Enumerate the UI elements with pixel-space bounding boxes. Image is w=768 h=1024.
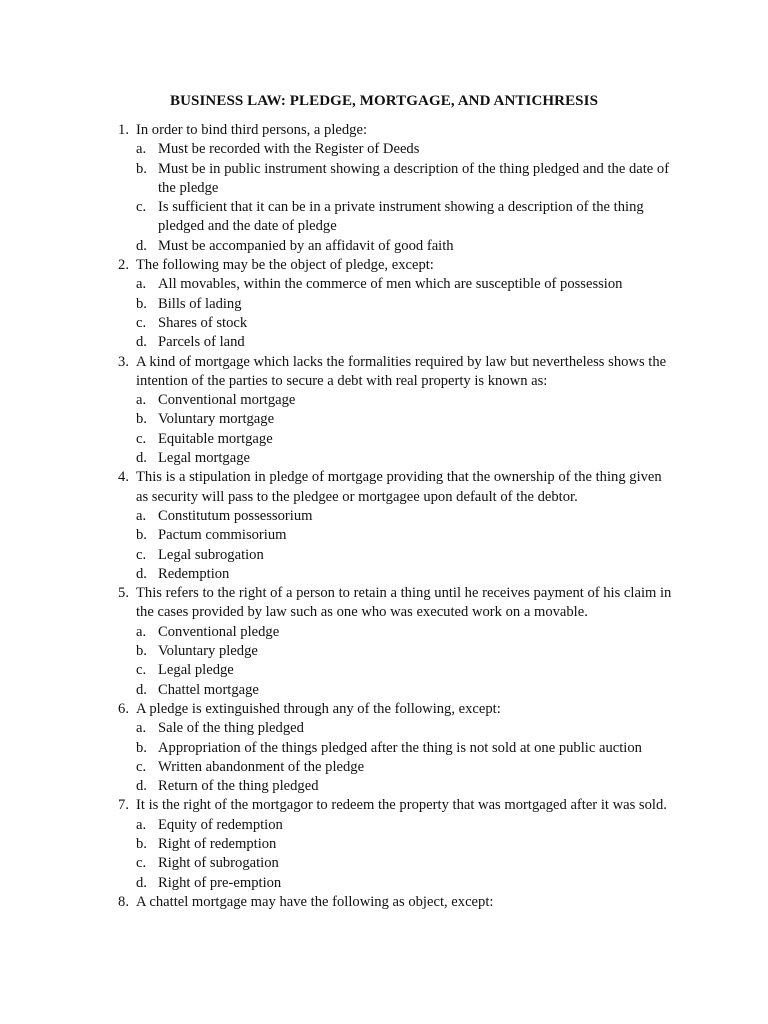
option-text: Parcels of land (158, 334, 245, 351)
question-number: 4. (118, 469, 129, 486)
question-text: In order to bind third persons, a pledge: (136, 122, 368, 138)
option-letter: b. (136, 527, 147, 544)
option-letter: c. (136, 546, 147, 563)
answer-option (0, 565, 768, 584)
option-text: Must be in public instrument showing a description of the thing pledged and the date of the pledge (158, 160, 670, 196)
option-letter: a. (136, 141, 147, 158)
option-letter: b. (136, 295, 147, 312)
option-text: Right of pre-emption (158, 874, 282, 891)
option-text: Redemption (158, 565, 230, 582)
answer-option (0, 295, 768, 314)
option-text: All movables, within the commerce of men which are susceptible of possession (158, 276, 623, 293)
option-text: Must be recorded with the Register of Deeds (158, 141, 420, 158)
option-letter: a. (136, 816, 147, 833)
question-number: 2. (118, 257, 129, 274)
answer-option (0, 198, 768, 237)
answer-option (0, 835, 768, 854)
option-letter: a. (136, 623, 147, 640)
option-letter: a. (136, 720, 147, 737)
option-letter: b. (136, 643, 147, 660)
option-letter: d. (136, 237, 147, 254)
option-letter: d. (136, 874, 147, 891)
question-number: 5. (118, 585, 129, 602)
answer-option (0, 410, 768, 429)
question-item (0, 353, 768, 392)
answer-option (0, 333, 768, 352)
question-item (0, 796, 768, 815)
option-letter: c. (136, 199, 147, 216)
option-letter: d. (136, 565, 147, 582)
option-letter: c. (136, 855, 147, 872)
answer-option (0, 854, 768, 873)
option-letter: b. (136, 739, 147, 756)
option-text: Shares of stock (158, 314, 248, 331)
option-text: Legal mortgage (158, 450, 250, 467)
question-text: A kind of mortgage which lacks the formalities required by law but nevertheless shows the intention of the parties to secure a debt with real property is known as: (136, 353, 667, 389)
option-text: Voluntary pledge (158, 643, 258, 660)
question-text: A pledge is extinguished through any of the following, except: (136, 700, 501, 717)
question-item (0, 468, 768, 507)
option-letter: a. (136, 276, 147, 293)
option-letter: b. (136, 160, 147, 177)
option-letter: a. (136, 507, 147, 524)
question-text: This refers to the right of a person to retain a thing until he receives payment of his claim in the cases provided by law such as one who was executed work on a movable. (136, 585, 672, 621)
question-item (0, 121, 768, 140)
answer-option (0, 449, 768, 468)
document-title: BUSINESS LAW: PLEDGE, MORTGAGE, AND ANTICHRESIS (169, 93, 599, 109)
answer-option (0, 546, 768, 565)
question-text: A chattel mortgage may have the following as object, except: (136, 893, 494, 910)
option-text: Right of subrogation (158, 855, 279, 872)
option-text: Right of redemption (158, 835, 277, 852)
answer-option (0, 739, 768, 758)
option-text: Voluntary mortgage (158, 411, 275, 428)
option-text: Conventional pledge (158, 623, 280, 640)
answer-option (0, 507, 768, 526)
answer-option (0, 275, 768, 294)
option-letter: d. (136, 450, 147, 467)
option-letter: c. (136, 758, 147, 775)
option-text: Legal pledge (158, 662, 234, 679)
question-text: It is the right of the mortgagor to redeem the property that was mortgaged after it was sold. (136, 797, 667, 814)
option-text: Equity of redemption (158, 816, 283, 833)
question-item (0, 700, 768, 719)
option-letter: b. (136, 835, 147, 852)
option-text: Constitutum possessorium (158, 507, 313, 524)
option-text: Is sufficient that it can be in a private instrument showing a description of the thing pledged and the date of pledge (158, 199, 644, 235)
answer-option (0, 642, 768, 661)
question-text: The following may be the object of pledge, except: (136, 257, 434, 274)
answer-option (0, 430, 768, 449)
option-letter: d. (136, 334, 147, 351)
option-text: Bills of lading (158, 295, 242, 312)
option-text: Chattel mortgage (158, 681, 259, 698)
option-text: Return of the thing pledged (158, 778, 319, 795)
answer-option (0, 391, 768, 410)
question-number: 7. (118, 797, 129, 814)
question-item (0, 256, 768, 275)
question-list (0, 121, 768, 912)
answer-option (0, 874, 768, 893)
answer-option (0, 140, 768, 159)
answer-option (0, 160, 768, 199)
answer-option (0, 237, 768, 256)
option-text: Written abandonment of the pledge (158, 758, 365, 775)
answer-option (0, 758, 768, 777)
answer-option (0, 777, 768, 796)
answer-option (0, 526, 768, 545)
option-letter: b. (136, 411, 147, 428)
answer-option (0, 681, 768, 700)
question-number: 3. (118, 353, 129, 370)
option-text: Pactum commisorium (158, 527, 287, 544)
question-item (0, 893, 768, 912)
question-item (0, 584, 768, 623)
option-text: Must be accompanied by an affidavit of good faith (158, 237, 454, 254)
option-letter: c. (136, 314, 147, 331)
option-letter: c. (136, 430, 147, 447)
option-text: Sale of the thing pledged (158, 720, 304, 737)
option-text: Appropriation of the things pledged after the thing is not sold at one public auction (158, 739, 642, 756)
question-number: 8. (118, 893, 129, 910)
answer-option (0, 816, 768, 835)
option-text: Legal subrogation (158, 546, 264, 563)
option-letter: c. (136, 662, 147, 679)
option-letter: d. (136, 778, 147, 795)
question-number: 1. (118, 122, 129, 138)
answer-option (0, 314, 768, 333)
option-letter: d. (136, 681, 147, 698)
answer-option (0, 661, 768, 680)
option-letter: a. (136, 392, 147, 409)
option-text: Equitable mortgage (158, 430, 273, 447)
answer-option (0, 719, 768, 738)
option-text: Conventional mortgage (158, 392, 296, 409)
answer-option (0, 623, 768, 642)
question-number: 6. (118, 700, 129, 717)
question-text: This is a stipulation in pledge of mortgage providing that the ownership of the thing given as security will pass to the pledgee or mortgagee upon default of the debtor. (136, 469, 662, 505)
